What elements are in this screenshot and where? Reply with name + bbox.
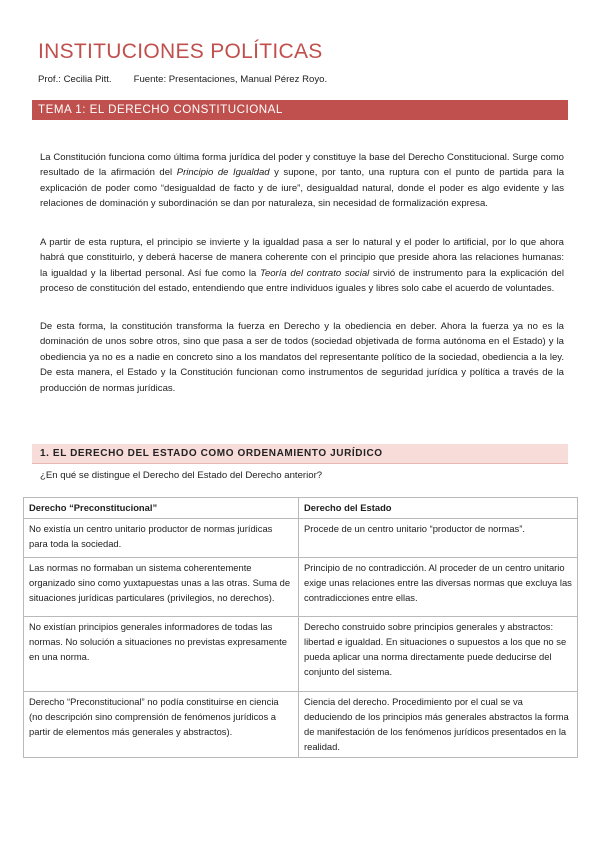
- table-cell: Derecho construido sobre principios generales y abstractos: libertad e igualdad. En situaciones o supuestos a los que no se pueda aplicar una norma directamente puede deducirse del conjunto del sistema.: [299, 617, 578, 692]
- tema-heading: TEMA 1: EL DERECHO CONSTITUCIONAL: [32, 100, 568, 120]
- section-heading: 1. EL DERECHO DEL ESTADO COMO ORDENAMIENTO JURÍDICO: [32, 444, 568, 464]
- table-cell: Procede de un centro unitario “productor de normas”.: [299, 519, 578, 558]
- intro-paragraph-1: [40, 150, 564, 212]
- p2-text-b: sirvió de instrumento para la explicación del proceso de constitución del estado, entendiendo que entre individuos iguales y libres solo cabe el acuerdo de voluntades.: [40, 267, 564, 295]
- comparison-table: [23, 497, 578, 758]
- table-header-row: [24, 498, 578, 519]
- intro-paragraph-3: De esta forma, la constitución transforma la fuerza en Derecho y la obediencia en deber. Ahora la fuerza ya no es la dominación de unos sobre otros, sino que pasa a ser de todos (sociedad objetivada de forma autónoma en el Estado) y la obediencia ya no es a nadie en concreto sino a los mandatos del representante político de la sociedad, obediencia a la ley. De esta manera, el Estado y la Constitución funcionan como instrumentos de seguridad jurídica y política a través de la producción de normas jurídicas.: [40, 321, 564, 394]
- table-cell: No existían principios generales informadores de todas las normas. No solución a situaciones no previstas expresamente en una norma.: [24, 617, 299, 692]
- p2-emphasis: Teoría del contrato social: [259, 267, 370, 279]
- intro-paragraph-2: [40, 235, 564, 297]
- table-row: [24, 519, 578, 558]
- table-cell: Derecho “Preconstitucional” no podía constituirse en ciencia (no descripción sino comprensión de fenómenos jurídicos a partir de elementos más generales y abstractos).: [24, 692, 299, 758]
- document-title: INSTITUCIONES POLÍTICAS: [38, 40, 323, 63]
- table-cell: Principio de no contradicción. Al proceder de un centro unitario exige unas relaciones entre las diversas normas que excluya las contradicciones entre ellas.: [299, 558, 578, 617]
- p2-text-a: A partir de esta ruptura, el principio se invierte y la igualdad pasa a ser lo natural y el poder lo artificial, por lo que ahora habrá que constituirlo, y deberá hacerse de manera coherente con el principio que preside ahora las relaciones humanas: la igualdad y la libertad personal. Así fue como la: [40, 237, 564, 279]
- professor-text: Prof.: Cecilia Pitt.: [38, 74, 112, 85]
- document-meta: [38, 74, 327, 85]
- table-row: [24, 617, 578, 692]
- table-header-cell: Derecho “Preconstitucional”: [24, 498, 299, 519]
- table-row: [24, 692, 578, 758]
- table-row: [24, 558, 578, 617]
- p1-emphasis: Principio de Igualdad: [176, 167, 270, 179]
- source-text: Fuente: Presentaciones, Manual Pérez Royo.: [133, 74, 328, 85]
- table-header-cell: Derecho del Estado: [299, 498, 578, 519]
- table-cell: Las normas no formaban un sistema coherentemente organizado sino como yuxtapuestas unas a las otras. Suma de situaciones jurídicas particulares (privilegios, no derechos).: [24, 558, 299, 617]
- table-cell: No existía un centro unitario productor de normas jurídicas para toda la sociedad.: [24, 519, 299, 558]
- table-cell: Ciencia del derecho. Procedimiento por el cual se va deduciendo de los principios más generales abstractos la forma de manifestación de los fenómenos jurídicos presentados en la realidad.: [299, 692, 578, 758]
- section-question: ¿En qué se distingue el Derecho del Estado del Derecho anterior?: [40, 470, 323, 481]
- p1-text-b: y supone, por tanto, una ruptura con el punto de partida para la explicación de poder como “desigualdad de facto y de iure”, desigualdad natural, donde el poder es algo evidente y las relaciones de dominación y subordinación se dan por naturaleza, sin necesidad de formalización expresa.: [40, 167, 565, 210]
- p1-text-a: La Constitución funciona como última forma jurídica del poder y constituye la base del Derecho Constitucional. Surge como resultado de la afirmación del: [40, 152, 564, 179]
